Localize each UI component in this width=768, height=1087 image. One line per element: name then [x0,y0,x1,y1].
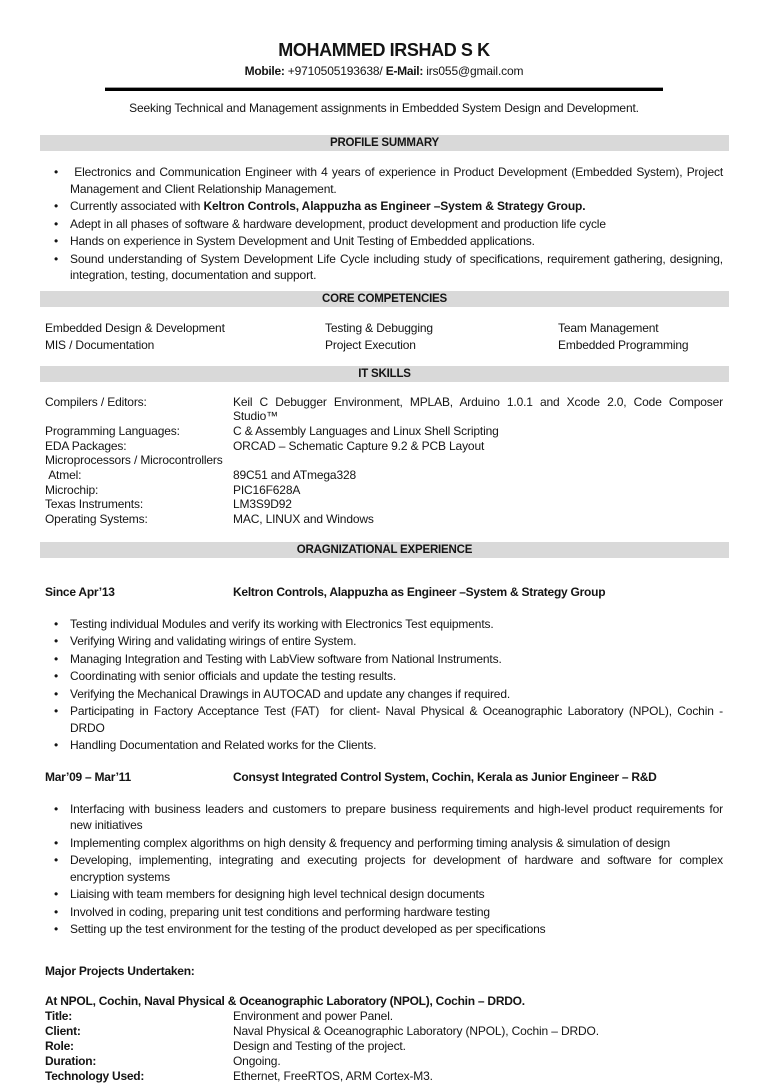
bullet-item: • Hands on experience in System Development and Unit Testing of Embedded applications. [45,233,723,250]
bullet-item: • Managing Integration and Testing with LabView software from National Instruments. [45,651,723,668]
job-role: Keltron Controls, Alappuzha as Engineer –System & Strategy Group [233,584,606,599]
label-value-row [45,468,723,483]
bullet-item: • Implementing complex algorithms on high density & frequency and performing timing analysis & simulation of design [45,835,723,852]
contact-line [0,63,768,79]
job-role: Consyst Integrated Control System, Cochin, Kerala as Junior Engineer – R&D [233,769,657,784]
row-label: Role: [45,1038,74,1053]
row-value: PIC16F628A [233,482,301,497]
experience-job [0,585,768,754]
row-label: Title: [45,1008,72,1023]
competency-column [45,320,325,354]
competency-item: Team Management [558,320,659,335]
objective-statement: Seeking Technical and Management assignments in Embedded System Design and Development. [129,101,639,115]
row-label: EDA Packages: [45,438,127,453]
project-details-table [45,1009,723,1084]
it-skills-table [45,394,727,527]
bullet-item: • Currently associated with Keltron Controls, Alappuzha as Engineer –System & Strategy Group. [45,198,723,215]
label-value-row [45,1039,723,1054]
competency-column [558,320,723,354]
bullet-item: • Liaising with team members for designing high level technical design documents [45,886,723,903]
label-value-row [45,512,723,527]
label-value-row [45,394,727,424]
label-value-row [45,453,723,468]
row-label: Microprocessors / Microcontrollers [45,453,223,468]
row-value: 89C51 and ATmega328 [233,468,357,483]
project-organization: At NPOL, Cochin, Naval Physical & Oceanographic Laboratory (NPOL), Cochin – DRDO. [45,993,525,1008]
row-label: Duration: [45,1053,97,1068]
row-value: Naval Physical & Oceanographic Laboratory (NPOL), Cochin – DRDO. [233,1023,599,1038]
section-header-core-competencies: CORE COMPETENCIES [40,291,729,307]
row-label: Compilers / Editors: [45,394,147,409]
row-value: Environment and power Panel. [233,1008,393,1023]
bullet-item: • Handling Documentation and Related works for the Clients. [45,737,723,754]
projects-heading: Major Projects Undertaken: [45,963,195,978]
label-value-row [45,483,723,498]
label-value-row [45,1024,723,1039]
header-divider-rule [105,87,663,91]
competency-item: Embedded Design & Development [45,320,225,335]
section-header-it-skills: IT SKILLS [40,366,729,382]
row-value: ORCAD – Schematic Capture 9.2 & PCB Layout [233,438,485,453]
section-header-experience: ORAGNIZATIONAL EXPERIENCE [40,542,729,558]
bullet-item: • Participating in Factory Acceptance Test (FAT) for client- Naval Physical & Oceanographic Laboratory (NPOL), Cochin - DRDO [45,703,723,736]
resume-header [0,40,768,116]
label-value-row [45,1069,723,1084]
label-value-row [45,1054,723,1069]
email-label: E-Mail: [385,64,424,78]
bullet-item: • Sound understanding of System Development Life Cycle including study of specifications, requirement gathering, designing, integration, testing, documentation and support. [45,251,723,284]
bullet-item: • Verifying Wiring and validating wirings of entire System. [45,633,723,650]
bullet-item: • Electronics and Communication Engineer with 4 years of experience in Product Development (Embedded System), Project Management and Client Relationship Management. [45,164,723,197]
row-label: Client: [45,1023,81,1038]
projects-section [45,964,723,1084]
email-value: irs055@gmail.com [423,64,524,78]
row-value: Ongoing. [233,1053,281,1068]
row-value: MAC, LINUX and Windows [233,512,374,527]
bullet-item: • Interfacing with business leaders and customers to prepare business requirements and high-level product requirements for new initiatives [45,801,723,834]
bullet-item: • Verifying the Mechanical Drawings in AUTOCAD and update any changes if required. [45,686,723,703]
competency-item: Project Execution [325,337,416,352]
row-label: Technology Used: [45,1068,145,1083]
job-heading [45,770,723,784]
bullet-item: • Involved in coding, preparing unit test conditions and performing hardware testing [45,904,723,921]
experience-job [0,770,768,938]
experience-section [0,585,768,938]
row-label: Atmel: [45,468,82,483]
core-competencies-grid [45,320,723,354]
row-value: LM3S9D92 [233,497,292,512]
competency-column [325,320,558,354]
candidate-name: MOHAMMED IRSHAD S K [278,40,490,60]
competency-item: Testing & Debugging [325,320,433,335]
row-label: Microchip: [45,482,99,497]
profile-summary-list [45,164,727,284]
row-value: C & Assembly Languages and Linux Shell Scripting [233,423,499,438]
mobile-value: +9710505193638/ [284,64,386,78]
mobile-label: Mobile: [244,64,285,78]
bullet-item: • Setting up the test environment for the testing of the product developed as per specifications [45,921,723,938]
row-value: Design and Testing of the project. [233,1038,406,1053]
job-period: Since Apr’13 [45,584,115,599]
job-bullet-list [45,801,727,938]
label-value-row [45,1009,723,1024]
row-label: Texas Instruments: [45,497,144,512]
competency-item: MIS / Documentation [45,337,155,352]
row-label: Programming Languages: [45,423,180,438]
label-value-row [45,424,723,439]
bullet-item: • Coordinating with senior officials and update the testing results. [45,668,723,685]
section-header-profile-summary: PROFILE SUMMARY [40,135,729,151]
bullet-item: • Adept in all phases of software & hardware development, product development and production life cycle [45,216,723,233]
bullet-item: • Developing, implementing, integrating and executing projects for development of hardware and software for complex encryption systems [45,852,723,885]
row-value: Keil C Debugger Environment, MPLAB, Arduino 1.0.1 and Xcode 2.0, Code Composer Studio™ [233,394,727,424]
row-value: Ethernet, FreeRTOS, ARM Cortex-M3. [233,1068,433,1083]
label-value-row [45,439,723,454]
row-label: Operating Systems: [45,512,148,527]
job-bullet-list [45,616,727,754]
label-value-row [45,497,723,512]
competency-item: Embedded Programming [558,337,689,352]
job-period: Mar’09 – Mar’11 [45,769,131,784]
bullet-item: • Testing individual Modules and verify its working with Electronics Test equipments. [45,616,723,633]
job-heading [45,585,723,599]
